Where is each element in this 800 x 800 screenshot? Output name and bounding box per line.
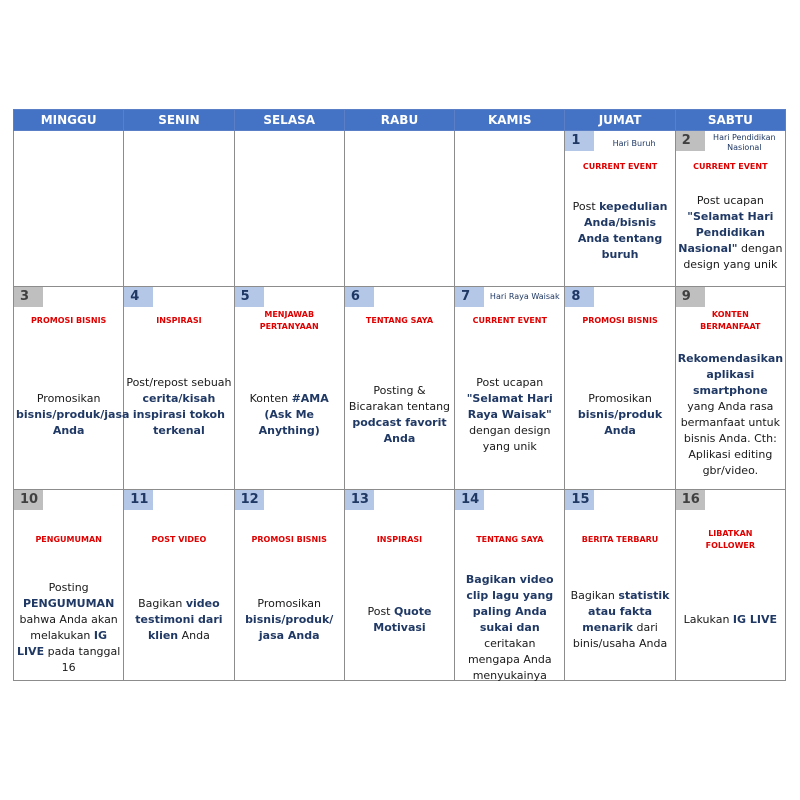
day-number: 9 [676, 287, 705, 307]
category-label: PROMOSI BISNIS [251, 535, 327, 544]
day-number: 2 [676, 131, 705, 151]
weekday-rabu: RABU [344, 110, 454, 131]
weekday-kamis: KAMIS [455, 110, 565, 131]
content-text: Post kepedulian Anda/bisnis Anda tentang buruh [572, 200, 668, 261]
category-label: LIBATKAN FOLLOWER [705, 529, 756, 550]
day-number: 3 [14, 287, 43, 307]
day-cell-1[interactable] [565, 131, 675, 287]
content-text: Lakukan IG LIVE [683, 613, 778, 626]
day-cell-2[interactable] [675, 131, 785, 287]
content-text: Post ucapan "Selamat Hari Raya Waisak" dengan design yang unik [466, 376, 553, 453]
weekday-header [14, 110, 786, 131]
weekday-senin: SENIN [124, 110, 234, 131]
day-cell-15[interactable] [565, 490, 675, 681]
day-number: 6 [345, 287, 374, 307]
day-cell-3[interactable] [14, 287, 130, 490]
content-text: Promosikan bisnis/produk/jasa Anda [16, 392, 130, 437]
empty-day-cell [14, 131, 124, 287]
day-cell-7[interactable] [455, 287, 565, 490]
weekday-sabtu: SABTU [675, 110, 785, 131]
category-label: INSPIRASI [376, 535, 423, 544]
day-number: 8 [565, 287, 594, 307]
category-label: PROMOSI BISNIS [582, 316, 658, 325]
category-label: MENJAWAB PERTANYAAN [259, 310, 319, 331]
category-label: POST VIDEO [151, 535, 207, 544]
empty-day-cell [455, 131, 565, 287]
content-text: Bagikan statistik atau fakta menarik dari binis/usaha Anda [570, 589, 670, 650]
holiday-label: Hari Pendidikan Nasional [713, 133, 776, 152]
week-row [14, 131, 786, 287]
weekday-jumat: JUMAT [565, 110, 675, 131]
content-text: Bagikan video clip lagu yang paling Anda sukai dan ceritakan mengapa Anda menyukainya [465, 573, 554, 682]
category-label: CURRENT EVENT [582, 162, 658, 171]
day-cell-10[interactable] [14, 490, 124, 681]
week-row [14, 490, 786, 681]
content-text: Post ucapan "Selamat Hari Pendidikan Nasional" dengan design yang unik [678, 194, 783, 271]
category-label: BERITA TERBARU [581, 535, 659, 544]
content-calendar [13, 109, 786, 681]
day-number: 5 [235, 287, 264, 307]
content-text: Post Quote Motivasi [367, 605, 432, 634]
content-text: Posting & Bicarakan tentang podcast favorit Anda [348, 384, 451, 445]
day-number: 12 [235, 490, 264, 510]
category-label: CURRENT EVENT [693, 162, 768, 171]
day-cell-13[interactable] [344, 490, 454, 681]
day-number: 15 [565, 490, 594, 510]
day-number: 16 [676, 490, 705, 510]
day-cell-11[interactable] [124, 490, 234, 681]
content-text: Rekomendasikan aplikasi smartphone yang Anda rasa bermanfaat untuk bisnis Anda. Cth: Aplikasi editing gbr/video. [677, 352, 784, 477]
day-cell-6[interactable] [344, 287, 454, 490]
day-cell-16[interactable] [675, 490, 785, 681]
category-label: TENTANG SAYA [476, 535, 544, 544]
day-number: 11 [124, 490, 153, 510]
day-cell-8[interactable] [565, 287, 675, 490]
content-text: Posting PENGUMUMAN bahwa Anda akan melakukan IG LIVE pada tanggal 16 [16, 581, 121, 674]
category-label: INSPIRASI [156, 316, 202, 325]
empty-day-cell [344, 131, 454, 287]
content-text: Promosikan bisnis/produk Anda [577, 392, 663, 437]
day-cell-9[interactable] [675, 287, 785, 490]
content-text: Post/repost sebuah cerita/kisah inspirasi tokoh terkenal [126, 376, 232, 437]
day-cell-5[interactable] [234, 287, 344, 490]
day-number: 7 [455, 287, 484, 307]
day-cell-12[interactable] [234, 490, 344, 681]
day-cell-14[interactable] [455, 490, 565, 681]
day-number: 14 [455, 490, 484, 510]
day-number: 13 [345, 490, 374, 510]
content-text: Konten #AMA (Ask Me Anything) [249, 392, 329, 437]
content-text: Promosikan bisnis/produk/ jasa Anda [245, 597, 334, 642]
week-row [14, 287, 786, 490]
category-label: KONTEN BERMANFAAT [700, 310, 761, 331]
empty-day-cell [234, 131, 344, 287]
day-number: 1 [565, 131, 594, 151]
category-label: TENTANG SAYA [365, 316, 434, 325]
category-label: PROMOSI BISNIS [30, 316, 107, 325]
weekday-minggu: MINGGU [14, 110, 124, 131]
day-number: 4 [124, 287, 153, 307]
category-label: CURRENT EVENT [472, 316, 547, 325]
day-number: 10 [14, 490, 43, 510]
holiday-label: Hari Buruh [612, 139, 656, 148]
holiday-label: Hari Raya Waisak [489, 292, 560, 301]
empty-day-cell [124, 131, 234, 287]
category-label: PENGUMUMAN [35, 535, 102, 544]
weekday-selasa: SELASA [234, 110, 344, 131]
day-cell-4[interactable] [124, 287, 234, 490]
content-text: Bagikan video testimoni dari klien Anda [135, 597, 223, 642]
